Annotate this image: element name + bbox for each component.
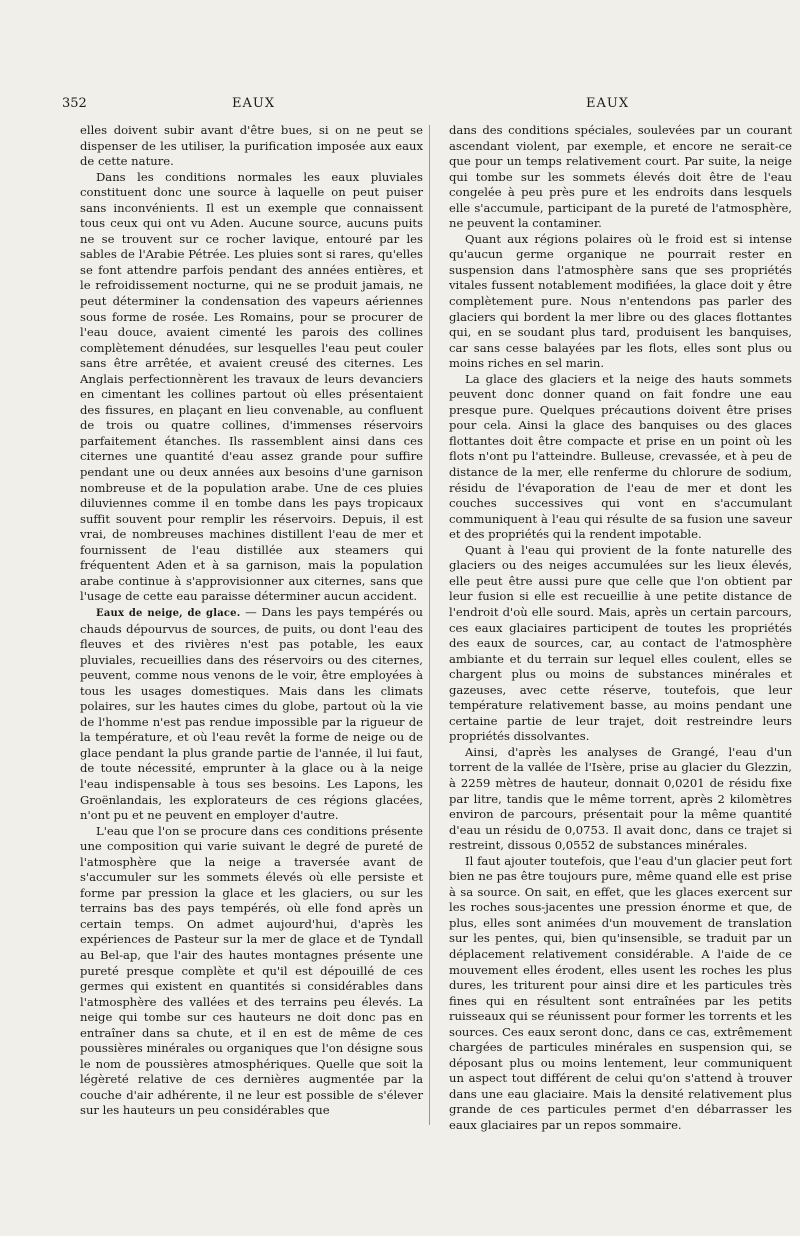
column-divider	[429, 125, 430, 1125]
paragraph: dans des conditions spéciales, soulevées par un courant ascendant violent, par exemple, et encore ne serait-ce que pour un temps relativement court. Par suite, la neige qui tombe sur les sommets élevés doit être de l'eau congelée à peu près pure et les endroits dans lesquels elle s'accumule, participant de la pureté de l'atmosphère, ne peuvent la contaminer.	[449, 123, 792, 231]
paragraph: Dans les conditions normales les eaux pluviales constituent donc une source à laquelle on peut puiser sans inconvénients. Il est un exemple que connaissent tous ceux qui ont vu Aden. Aucune source, aucuns puits ne se trouvent sur ce rocher lavique, entouré par les sables de l'Arabie Pétrée. Les pluies sont si rares, qu'elles se font attendre parfois pendant des années entières, et le refroidissement nocturne, qui ne se produit jamais, ne peut déterminer la condensation des vapeurs aériennes sous forme de rosée. Les Romains, pour se procurer de l'eau douce, avaient cimenté les parois des collines complètement dénudées, sur lesquelles l'eau peut couler sans être arrêtée, et avaient creusé des citernes. Les Anglais perfectionnèrent les travaux de leurs devanciers en cimentant les collines partout où elles présentaient des fissures, en plaçant en lieu convenable, au confluent de trois ou quatre collines, d'immenses réservoirs parfaitement étanches. Ils rassemblent ainsi dans ces citernes une quantité d'eau assez grande pour suffire pendant une ou deux années aux besoins d'une garnison nombreuse et de la population arabe. Une de ces pluies diluviennes comme il en tombe dans les pays tropicaux suffit souvent pour remplir les réservoirs. Depuis, il est vrai, de nombreuses machines distillent l'eau de mer et fournissent de l'eau distillée aux steamers qui fréquentent Aden et à sa garnison, mais la population arabe continue à s'approvisionner aux citernes, sans que l'usage de cette eau paraisse déterminer aucun accident.	[80, 169, 423, 604]
running-title-right: EAUX	[586, 96, 630, 111]
paragraph: Quant aux régions polaires où le froid est si intense qu'aucun germe organique ne pourrait rester en suspension dans l'atmosphère sans que ses propriétés vitales fussent notablement modifiées, la glace doit y être complètement pure. Nous n'entendons pas parler des glaciers qui bordent la mer libre ou des glaces flottantes qui, en se soudant plus tard, produisent les banquises, car sans cesse balayées par les flots, elles sont plus ou moins riches en sel marin.	[449, 231, 792, 371]
paragraph: Il faut ajouter toutefois, que l'eau d'un glacier peut fort bien ne pas être toujours pure, même quand elle est prise à sa source. On sait, en effet, que les glaces exercent sur les roches sous-jacentes une pression énorme et que, de plus, elles sont animées d'un mouvement de translation sur les pentes, qui, bien qu'insensible, se traduit par un déplacement relativement considérable. A l'aide de ce mouvement elles érodent, elles usent les roches les plus dures, les triturent pour ainsi dire et les particules très fines qui en résultent sont entraînées par les petits ruisseaux qui se réunissent pour former les torrents et les sources. Ces eaux seront donc, dans ce cas, extrêmement chargées de particules minérales en suspension qui, se déposant plus ou moins lentement, leur communiquent un aspect tout différent de celui qu'on s'attend à trouver dans une eau glaciaire. Mais la densité relativement plus grande de ces particules permet d'en débarrasser les eaux glaciaires par un repos sommaire.	[449, 853, 792, 1132]
paragraph: L'eau que l'on se procure dans ces conditions présente une composition qui varie suivant le degré de pureté de l'atmosphère que la neige a traversée avant de s'accumuler sur les sommets élevés où elle persiste et forme par pression la glace et les glaciers, ou sur les terrains bas des pays tempérés, où elle fond après un certain temps. On admet aujourd'hui, d'après les expériences de Pasteur sur la mer de glace et de Tyndall au Bel-ap, que l'air des hautes montagnes présente une pureté presque complète et qu'il est dépouillé de ces germes qui existent en quantités si considérables dans l'atmosphère des vallées et des terrains peu élevés. La neige qui tombe sur ces hauteurs ne doit donc pas en entraîner dans sa chute, et il en est de même de ces poussières minérales ou organiques que l'on désigne sous le nom de poussières atmosphériques. Quelle que soit la légèreté relative de ces dernières augmentée par la couche d'air adhérente, il ne leur est possible de s'élever sur les hauteurs un peu considérables que	[80, 823, 423, 1118]
paragraph: elles doivent subir avant d'être bues, si on ne peut se dispenser de les utiliser, la purification imposée aux eaux de cette nature.	[80, 123, 423, 169]
paragraph: Ainsi, d'après les analyses de Grangé, l'eau d'un torrent de la vallée de l'Isère, prise au glacier du Glezzin, à 2259 mètres de hauteur, donnait 0,0201 de résidu fixe par litre, tandis que le même torrent, après 2 kilomètres environ de parcours, présentait pour la même quantité d'eau un résidu de 0,0753. Il avait donc, dans ce trajet si restreint, dissous 0,0552 de substances minérales.	[449, 744, 792, 853]
paragraph-text: — Dans les pays tempérés ou chauds dépourvus de sources, de puits, ou dont l'eau des fleuves et des rivières n'est pas potable, les eaux pluviales, recueillies dans des réservoirs ou des citernes, peuvent, comme nous venons de le voir, être employées à tous les usages domestiques. Mais dans les climats polaires, sur les hautes cimes du globe, partout où la vie de l'homme n'est pas rendue impossible par la rigueur de la température, et où l'eau revêt la forme de neige ou de glace pendant la plus grande partie de l'année, il lui faut, de toute nécessité, emprunter à la glace ou à la neige l'eau indispensable à tous ses besoins. Les Lapons, les Groënlandais, les explorateurs de ces régions glacées, n'ont pu et ne peuvent en employer d'autre.	[80, 604, 423, 823]
paragraph	[80, 605, 423, 824]
paragraph: La glace des glaciers et la neige des hauts sommets peuvent donc donner quand on fait fondre une eau presque pure. Quelques précautions doivent être prises pour cela. Ainsi la glace des banquises ou des glaces flottantes doit être compacte et prise en un point où les flots n'ont pu l'atteindre. Bulleuse, crevassée, et à peu de distance de la mer, elle renferme du chlorure de sodium, résidu de l'évaporation de l'eau de mer et dont les couches successives qui vont en s'accumulant communiquent à l'eau qui résulte de sa fusion une saveur et des propriétés qui la rendent impotable.	[449, 371, 792, 542]
left-column	[80, 123, 423, 1119]
page-header	[62, 96, 762, 116]
running-title-left: EAUX	[232, 96, 276, 111]
right-column	[449, 123, 792, 1134]
section-heading: Eaux de neige, de glace.	[96, 607, 241, 619]
paragraph: Quant à l'eau qui provient de la fonte naturelle des glaciers ou des neiges accumulées sur les lieux élevés, elle peut être aussi pure que celle que l'on obtient par leur fusion si elle est recueillie à une petite distance de l'endroit d'où elle sourd. Mais, après un certain parcours, ces eaux glaciaires participent de toutes les propriétés des eaux de sources, car, au contact de l'atmosphère ambiante et du terrain sur lequel elles coulent, elles se chargent plus ou moins de substances minérales et gazeuses, avec cette réserve, toutefois, que leur température relativement basse, au moins pendant une certaine partie de leur trajet, doit restreindre leurs propriétés dissolvantes.	[449, 542, 792, 744]
page-number: 352	[62, 96, 87, 111]
